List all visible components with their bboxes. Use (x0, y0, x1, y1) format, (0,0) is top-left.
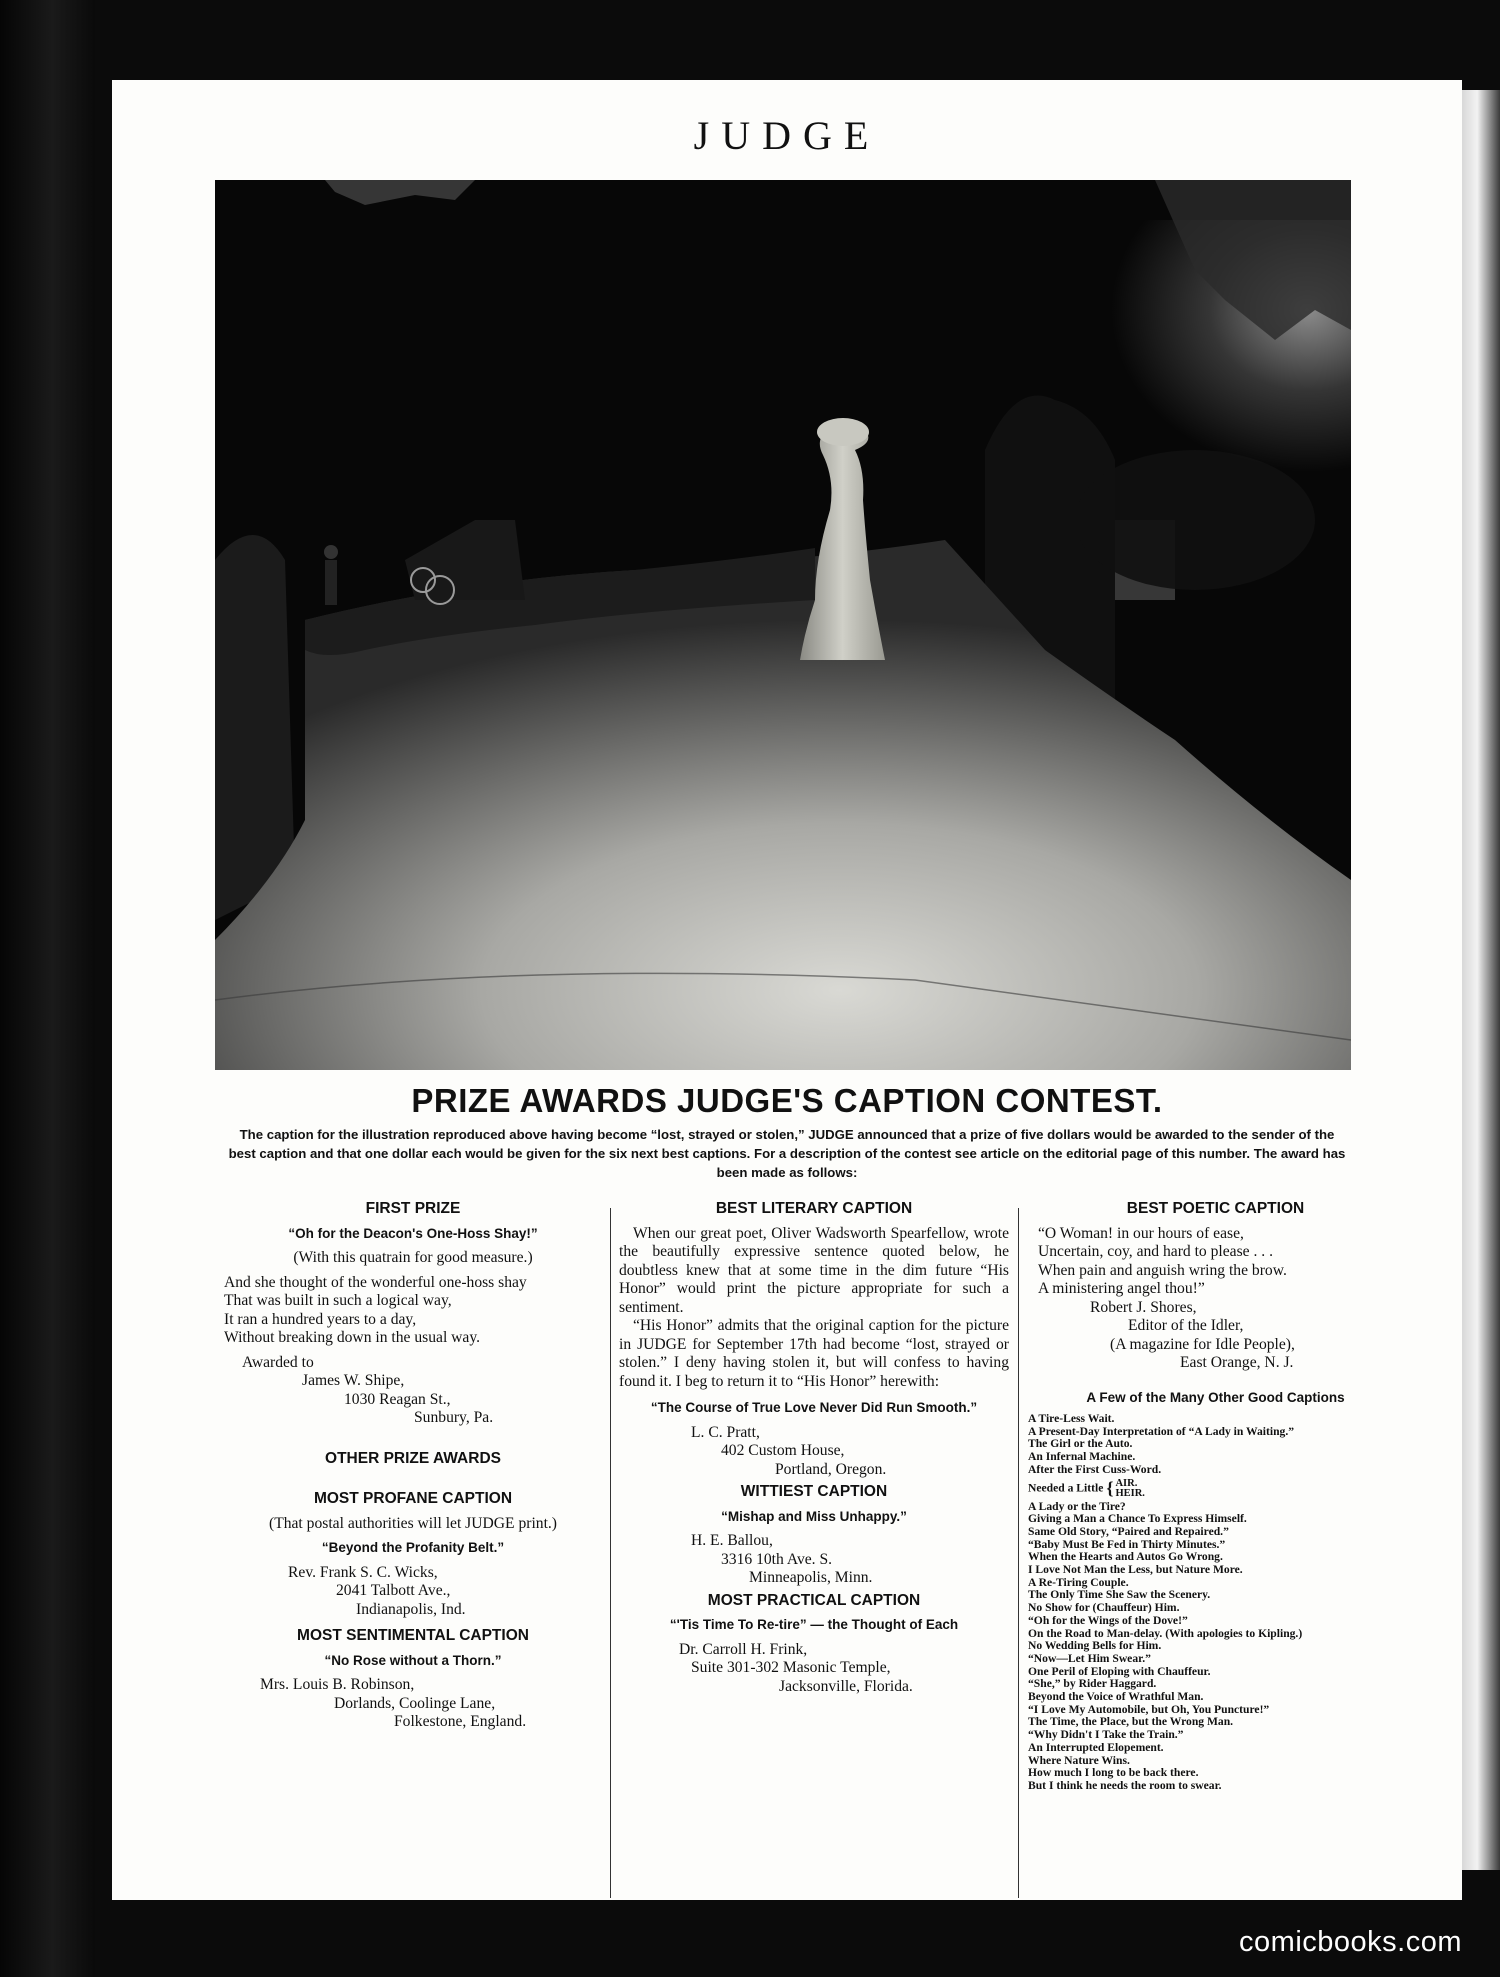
list-item: A Lady or the Tire? (1028, 1499, 1126, 1513)
column-rule (610, 1208, 611, 1898)
verse-line: Without breaking down in the usual way. (224, 1329, 481, 1346)
winner-name: Dr. Carroll H. Frink, (679, 1640, 808, 1658)
list-item: An Infernal Machine. (1028, 1450, 1136, 1464)
column-middle (619, 1200, 1009, 1696)
list-item: No Show for (Chauffeur) Him. (1028, 1601, 1180, 1615)
practical-heading: MOST PRACTICAL CAPTION (707, 1591, 921, 1609)
verse-line: When pain and anguish wring the brow. (1038, 1261, 1287, 1279)
verse-line: A ministering angel thou!” (1038, 1280, 1205, 1297)
list-item: “Now—Let Him Swear.” (1028, 1651, 1151, 1665)
list-item: The Only Time She Saw the Scenery. (1028, 1588, 1211, 1602)
column-right (1028, 1200, 1403, 1793)
list-item: After the First Cuss-Word. (1028, 1462, 1162, 1476)
winner-name: Robert J. Shores, (1090, 1298, 1197, 1316)
winner-address: Suite 301-302 Masonic Temple, (691, 1659, 891, 1676)
winner-address: 2041 Talbott Ave., (336, 1582, 451, 1599)
binding-edge (0, 0, 95, 1977)
list-item: Beyond the Voice of Wrathful Man. (1028, 1690, 1204, 1704)
wittiest-heading: WITTIEST CAPTION (740, 1483, 888, 1500)
winner-address: 1030 Reagan St., (344, 1390, 451, 1408)
needed-prefix: Needed a Little (1028, 1481, 1104, 1495)
list-item: A Present-Day Interpretation of “A Lady in Waiting.” (1028, 1424, 1295, 1438)
intro-paragraph: The caption for the illustration reproduced above having become “lost, strayed or stolen,” JUDGE announced that a prize of five dollars would be awarded to the sender of the best caption and that one dollar each would be given for the six next best captions. For a description of the contest see article on the editorial page of this number. The award has been made as follows: (228, 1127, 1346, 1180)
list-item: On the Road to Man-delay. (With apologies to Kipling.) (1028, 1626, 1303, 1640)
list-item: “She,” by Rider Haggard. (1028, 1677, 1157, 1691)
brace-glyph: { (1106, 1478, 1114, 1499)
winner-city: Indianapolis, Ind. (356, 1600, 466, 1618)
illustration (215, 180, 1351, 1070)
list-item: But I think he needs the room to swear. (1028, 1778, 1222, 1792)
facing-page-edge (1462, 90, 1500, 1870)
other-captions-list (1028, 1413, 1403, 1793)
needed-bottom: HEIR. (1115, 1487, 1145, 1499)
verse-line: “O Woman! in our hours of ease, (1038, 1224, 1244, 1242)
verse-line: And she thought of the wonderful one-hoss shay (224, 1273, 527, 1291)
profane-caption: “Beyond the Profanity Belt.” (321, 1540, 505, 1555)
winner-city: Folkestone, England. (394, 1713, 527, 1730)
column-left (224, 1200, 602, 1732)
winner-name: Rev. Frank S. C. Wicks, (288, 1563, 438, 1581)
list-item: An Interrupted Elopement. (1028, 1740, 1164, 1754)
winner-name: Mrs. Louis B. Robinson, (260, 1676, 415, 1693)
profane-heading: MOST PROFANE CAPTION (313, 1490, 513, 1507)
winner-city: Minneapolis, Minn. (749, 1569, 873, 1586)
winner-city: East Orange, N. J. (1180, 1354, 1294, 1371)
literary-paragraph: When our great poet, Oliver Wadsworth Spearfellow, wrote the beautifully expressive sentence quoted below, he doubtless knew that at some time in the dim future “His Honor” would print the picture appropriate for such a sentiment. (619, 1224, 1009, 1316)
list-item: The Time, the Place, but the Wrong Man. (1028, 1715, 1234, 1729)
winner-address: Dorlands, Coolinge Lane, (334, 1694, 496, 1712)
winner-role-note: (A magazine for Idle People), (1110, 1335, 1295, 1353)
literary-caption: “The Course of True Love Never Did Run Smooth.” (650, 1400, 978, 1415)
list-item: A Re-Tiring Couple. (1028, 1575, 1129, 1589)
list-item: “Baby Must Be Fed in Thirty Minutes.” (1028, 1537, 1226, 1551)
needed-top: AIR. (1115, 1477, 1138, 1489)
winner-city: Portland, Oregon. (775, 1460, 887, 1478)
list-item: Where Nature Wins. (1028, 1753, 1130, 1767)
list-item: Giving a Man a Chance To Express Himself. (1028, 1512, 1247, 1526)
other-awards-heading: OTHER PRIZE AWARDS (325, 1449, 501, 1467)
list-item: Same Old Story, “Paired and Repaired.” (1028, 1524, 1229, 1538)
list-item: One Peril of Eloping with Chauffeur. (1028, 1664, 1211, 1678)
profane-note: (That postal authorities will let JUDGE print.) (269, 1514, 557, 1532)
sentimental-caption: “No Rose without a Thorn.” (324, 1652, 502, 1668)
winner-address: 402 Custom House, (721, 1442, 845, 1459)
wittiest-caption: “Mishap and Miss Unhappy.” (721, 1508, 907, 1524)
list-item: “Why Didn't I Take the Train.” (1028, 1728, 1184, 1742)
list-item: A Tire-Less Wait. (1028, 1412, 1115, 1425)
literary-paragraph: “His Honor” admits that the original caption for the picture in JUDGE for September 17th had become “lost, strayed or stolen.” I deny having stolen it, but will confess to having found it. I beg to return it to “His Honor” herewith: (619, 1317, 1009, 1390)
list-item: “Oh for the Wings of the Dove!” (1028, 1613, 1188, 1627)
other-captions-heading: A Few of the Many Other Good Captions (1086, 1389, 1345, 1405)
winner-city: Jacksonville, Florida. (779, 1677, 913, 1695)
poetic-heading: BEST POETIC CAPTION (1126, 1200, 1305, 1217)
headline: PRIZE AWARDS JUDGE'S CAPTION CONTEST. (411, 1082, 1163, 1119)
first-prize-note: (With this quatrain for good measure.) (293, 1249, 533, 1266)
winner-name: L. C. Pratt, (691, 1423, 760, 1441)
verse-line: It ran a hundred years to a day, (224, 1310, 417, 1328)
magazine-page (112, 80, 1462, 1900)
list-item: I Love Not Man the Less, but Nature More. (1028, 1563, 1243, 1577)
needed-stack (1115, 1479, 1144, 1499)
list-item-needed (1028, 1479, 1403, 1499)
first-prize-caption: “Oh for the Deacon's One-Hoss Shay!” (288, 1225, 538, 1241)
night-road-illustration (215, 180, 1351, 1070)
practical-caption: “'Tis Time To Re-tire” — the Thought of Each (669, 1617, 959, 1632)
column-rule (1018, 1208, 1019, 1898)
list-item: No Wedding Bells for Him. (1028, 1639, 1162, 1653)
list-item: The Girl or the Auto. (1028, 1437, 1133, 1451)
winner-name: H. E. Ballou, (691, 1532, 773, 1549)
winner-city: Sunbury, Pa. (414, 1409, 494, 1426)
list-item: When the Hearts and Autos Go Wrong. (1028, 1550, 1223, 1564)
winner-address: 3316 10th Ave. S. (721, 1550, 833, 1568)
winner-name: James W. Shipe, (302, 1372, 405, 1389)
verse-line: Uncertain, coy, and hard to please . . . (1038, 1243, 1273, 1260)
list-item: “I Love My Automobile, but Oh, You Puncture!” (1028, 1702, 1270, 1716)
watermark-link[interactable]: comicbooks.com (1239, 1926, 1462, 1958)
verse-line: That was built in such a logical way, (224, 1292, 452, 1309)
sentimental-heading: MOST SENTIMENTAL CAPTION (297, 1627, 529, 1644)
masthead: JUDGE (693, 113, 881, 158)
awarded-label: Awarded to (242, 1353, 314, 1371)
list-item: How much I long to be back there. (1028, 1766, 1199, 1780)
literary-heading: BEST LITERARY CAPTION (715, 1200, 913, 1217)
first-prize-heading: FIRST PRIZE (365, 1200, 461, 1217)
winner-role: Editor of the Idler, (1128, 1317, 1244, 1334)
